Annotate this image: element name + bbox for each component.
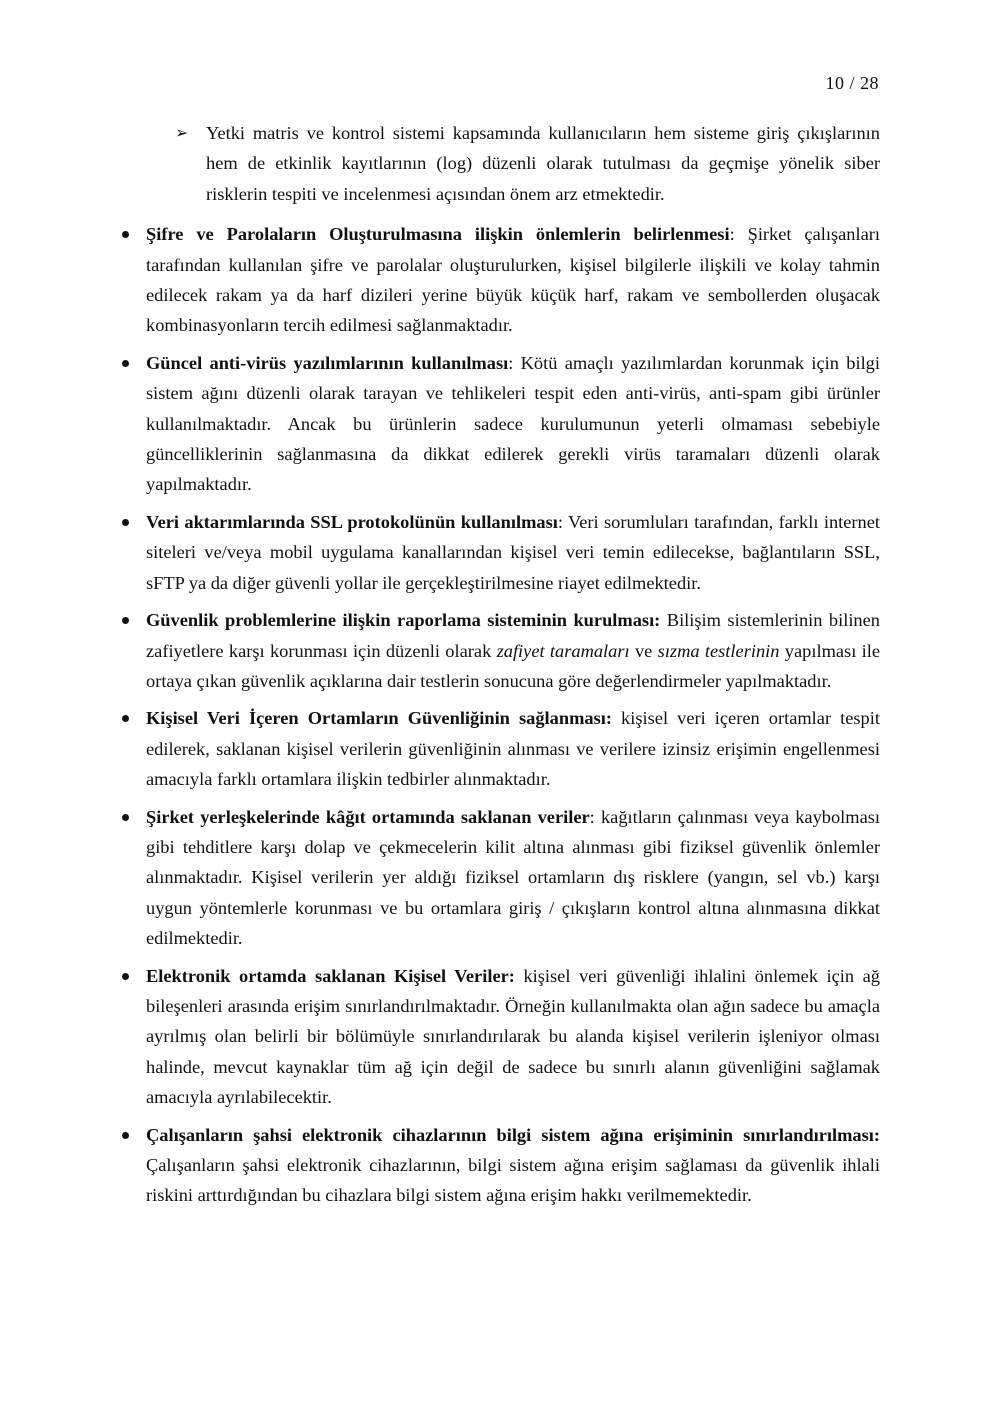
list-item-security-reporting xyxy=(118,605,880,696)
item-text: Şirket çalışanları tarafından kullanılan şifre ve parolalar oluşturulurken, kişisel bilgilerle ilişkili ve kolay tahmin edilecek rakam ya da harf dizileri yerine büyük küçük harf, rakam ve sembollerden oluşacak kombinasyonların tercih edilmesi sağlanmaktadır. xyxy=(146,224,880,336)
item-text-before: Bilişim sistemlerinin bilinen zafiyetlere karşı korunması için düzenli olarak xyxy=(146,610,880,661)
round-bullet-icon xyxy=(122,519,129,526)
sub-item-text: Yetki matris ve kontrol sistemi kapsamında kullanıcıların hem sisteme giriş çıkışlarının hem de etkinlik kayıtlarının (log) düzenli olarak tutulması da geçmişe yönelik siber risklerin tespiti ve incelenmesi açısından önem arz etmektedir. xyxy=(206,123,880,204)
item-text: kağıtların çalınması veya kaybolması gibi tehditlere karşı dolap ve çekmecelerin kilit altına alınması gibi fiziksel güvenlik önlemler alınmaktadır. Kişisel verilerin yer aldığı fiziksel ortamların dış risklere (yangın, sel vb.) karşı uygun yöntemlerle korunması ve bu ortamlara giriş / çıkışların kontrol altına alınmasına dikkat edilmektedir. xyxy=(146,806,880,949)
round-bullet-icon xyxy=(122,360,129,367)
item-term: Kişisel Veri İçeren Ortamların Güvenliğinin sağlanması: xyxy=(146,708,612,729)
item-term: Elektronik ortamda saklanan Kişisel Veriler: xyxy=(146,965,515,986)
arrowhead-bullet-icon: ➢ xyxy=(175,123,189,142)
round-bullet-icon xyxy=(122,617,129,624)
item-term: Veri aktarımlarında SSL protokolünün kullanılması xyxy=(146,511,558,532)
item-term: Şirket yerleşkelerinde kâğıt ortamında saklanan veriler xyxy=(146,806,590,827)
item-separator: : xyxy=(729,224,748,245)
round-bullet-icon xyxy=(122,1132,129,1139)
round-bullet-icon xyxy=(122,814,129,821)
list-item-ssl xyxy=(118,507,880,598)
round-bullet-icon xyxy=(122,231,129,238)
item-text: Çalışanların şahsi elektronik cihazlarının, bilgi sistem ağına erişim sağlaması da güvenlik ihlali riskini arttırdığından bu cihazlara bilgi sistem ağına erişim hakkı verilmemektedir. xyxy=(146,1155,880,1206)
item-text-middle: ve xyxy=(629,640,658,661)
list-item-password-measures xyxy=(118,219,880,341)
document-body xyxy=(118,118,880,1218)
item-separator xyxy=(612,708,621,728)
item-term: Şifre ve Parolaların Oluşturulmasına ilişkin önlemlerin belirlenmesi xyxy=(146,224,730,245)
item-text: kişisel veri içeren ortamlar tespit edilerek, saklanan kişisel verilerin güvenliğinin alınması ve verilere izinsiz erişimin engellenmesi amacıyla farklı ortamlara ilişkin tedbirler alınmaktadır. xyxy=(146,708,880,790)
item-text: Kötü amaçlı yazılımlardan korunmak için bilgi sistem ağını düzenli olarak tarayan ve tehlikeleri tespit eden anti-virüs, anti-spam gibi ürünler kullanılmaktadır. Ancak bu ürünlerin sadece kurulumunun yeterli olmaması sebebiyle güncelliklerinin sağlanmasına da dikkat edilerek gerekli virüs taramaları düzenli olarak yapılmaktadır. xyxy=(146,352,880,495)
sub-list-item xyxy=(118,118,880,209)
item-term: Güvenlik problemlerine ilişkin raporlama sisteminin kurulması: xyxy=(146,610,661,631)
item-italic-vulnerability-scans: zafiyet taramaları xyxy=(496,640,630,661)
round-bullet-icon xyxy=(122,973,129,980)
item-separator: : xyxy=(508,352,521,373)
item-text-after: yapılması ile ortaya çıkan güvenlik açıklarına dair testlerin sonucuna göre değerlendirmeler yapılmaktadır. xyxy=(146,640,881,691)
round-bullet-icon xyxy=(122,715,129,722)
page-number: 10 / 28 xyxy=(825,73,879,93)
item-separator: : xyxy=(589,806,601,827)
item-term: Güncel anti-virüs yazılımlarının kullanılması xyxy=(146,352,509,373)
item-italic-penetration-tests: sızma testlerinin xyxy=(657,640,780,661)
list-item-data-environments xyxy=(118,703,880,794)
list-item-electronic-data xyxy=(118,961,880,1113)
item-term: Çalışanların şahsi elektronik cihazlarının bilgi sistem ağına erişiminin sınırlandırılması: xyxy=(146,1124,880,1145)
item-text: Veri sorumluları tarafından, farklı internet siteleri ve/veya mobil uygulama kanallarından kişisel veri temin edilecekse, bağlantıların SSL, sFTP ya da diğer güvenli yollar ile gerçekleştirilmesine riayet edilmektedir. xyxy=(146,511,880,593)
list-item-personal-devices xyxy=(118,1120,880,1211)
list-item-antivirus xyxy=(118,348,880,500)
item-separator: : xyxy=(557,511,568,532)
list-item-paper-records xyxy=(118,802,880,954)
item-text: kişisel veri güvenliği ihlalini önlemek için ağ bileşenleri arasında erişim sınırlandırılmaktadır. Örneğin kullanılmakta olan ağın sadece bu amaçla ayrılmış olan belirli bir bölümüyle sınırlandırılarak bu alanda kişisel verilerin işleniyor olması halinde, mevcut kaynaklar tüm ağ için değil de sadece bu sınırlı alanın güvenliğini sağlamak amacıyla ayrılabilecektir. xyxy=(146,965,880,1108)
